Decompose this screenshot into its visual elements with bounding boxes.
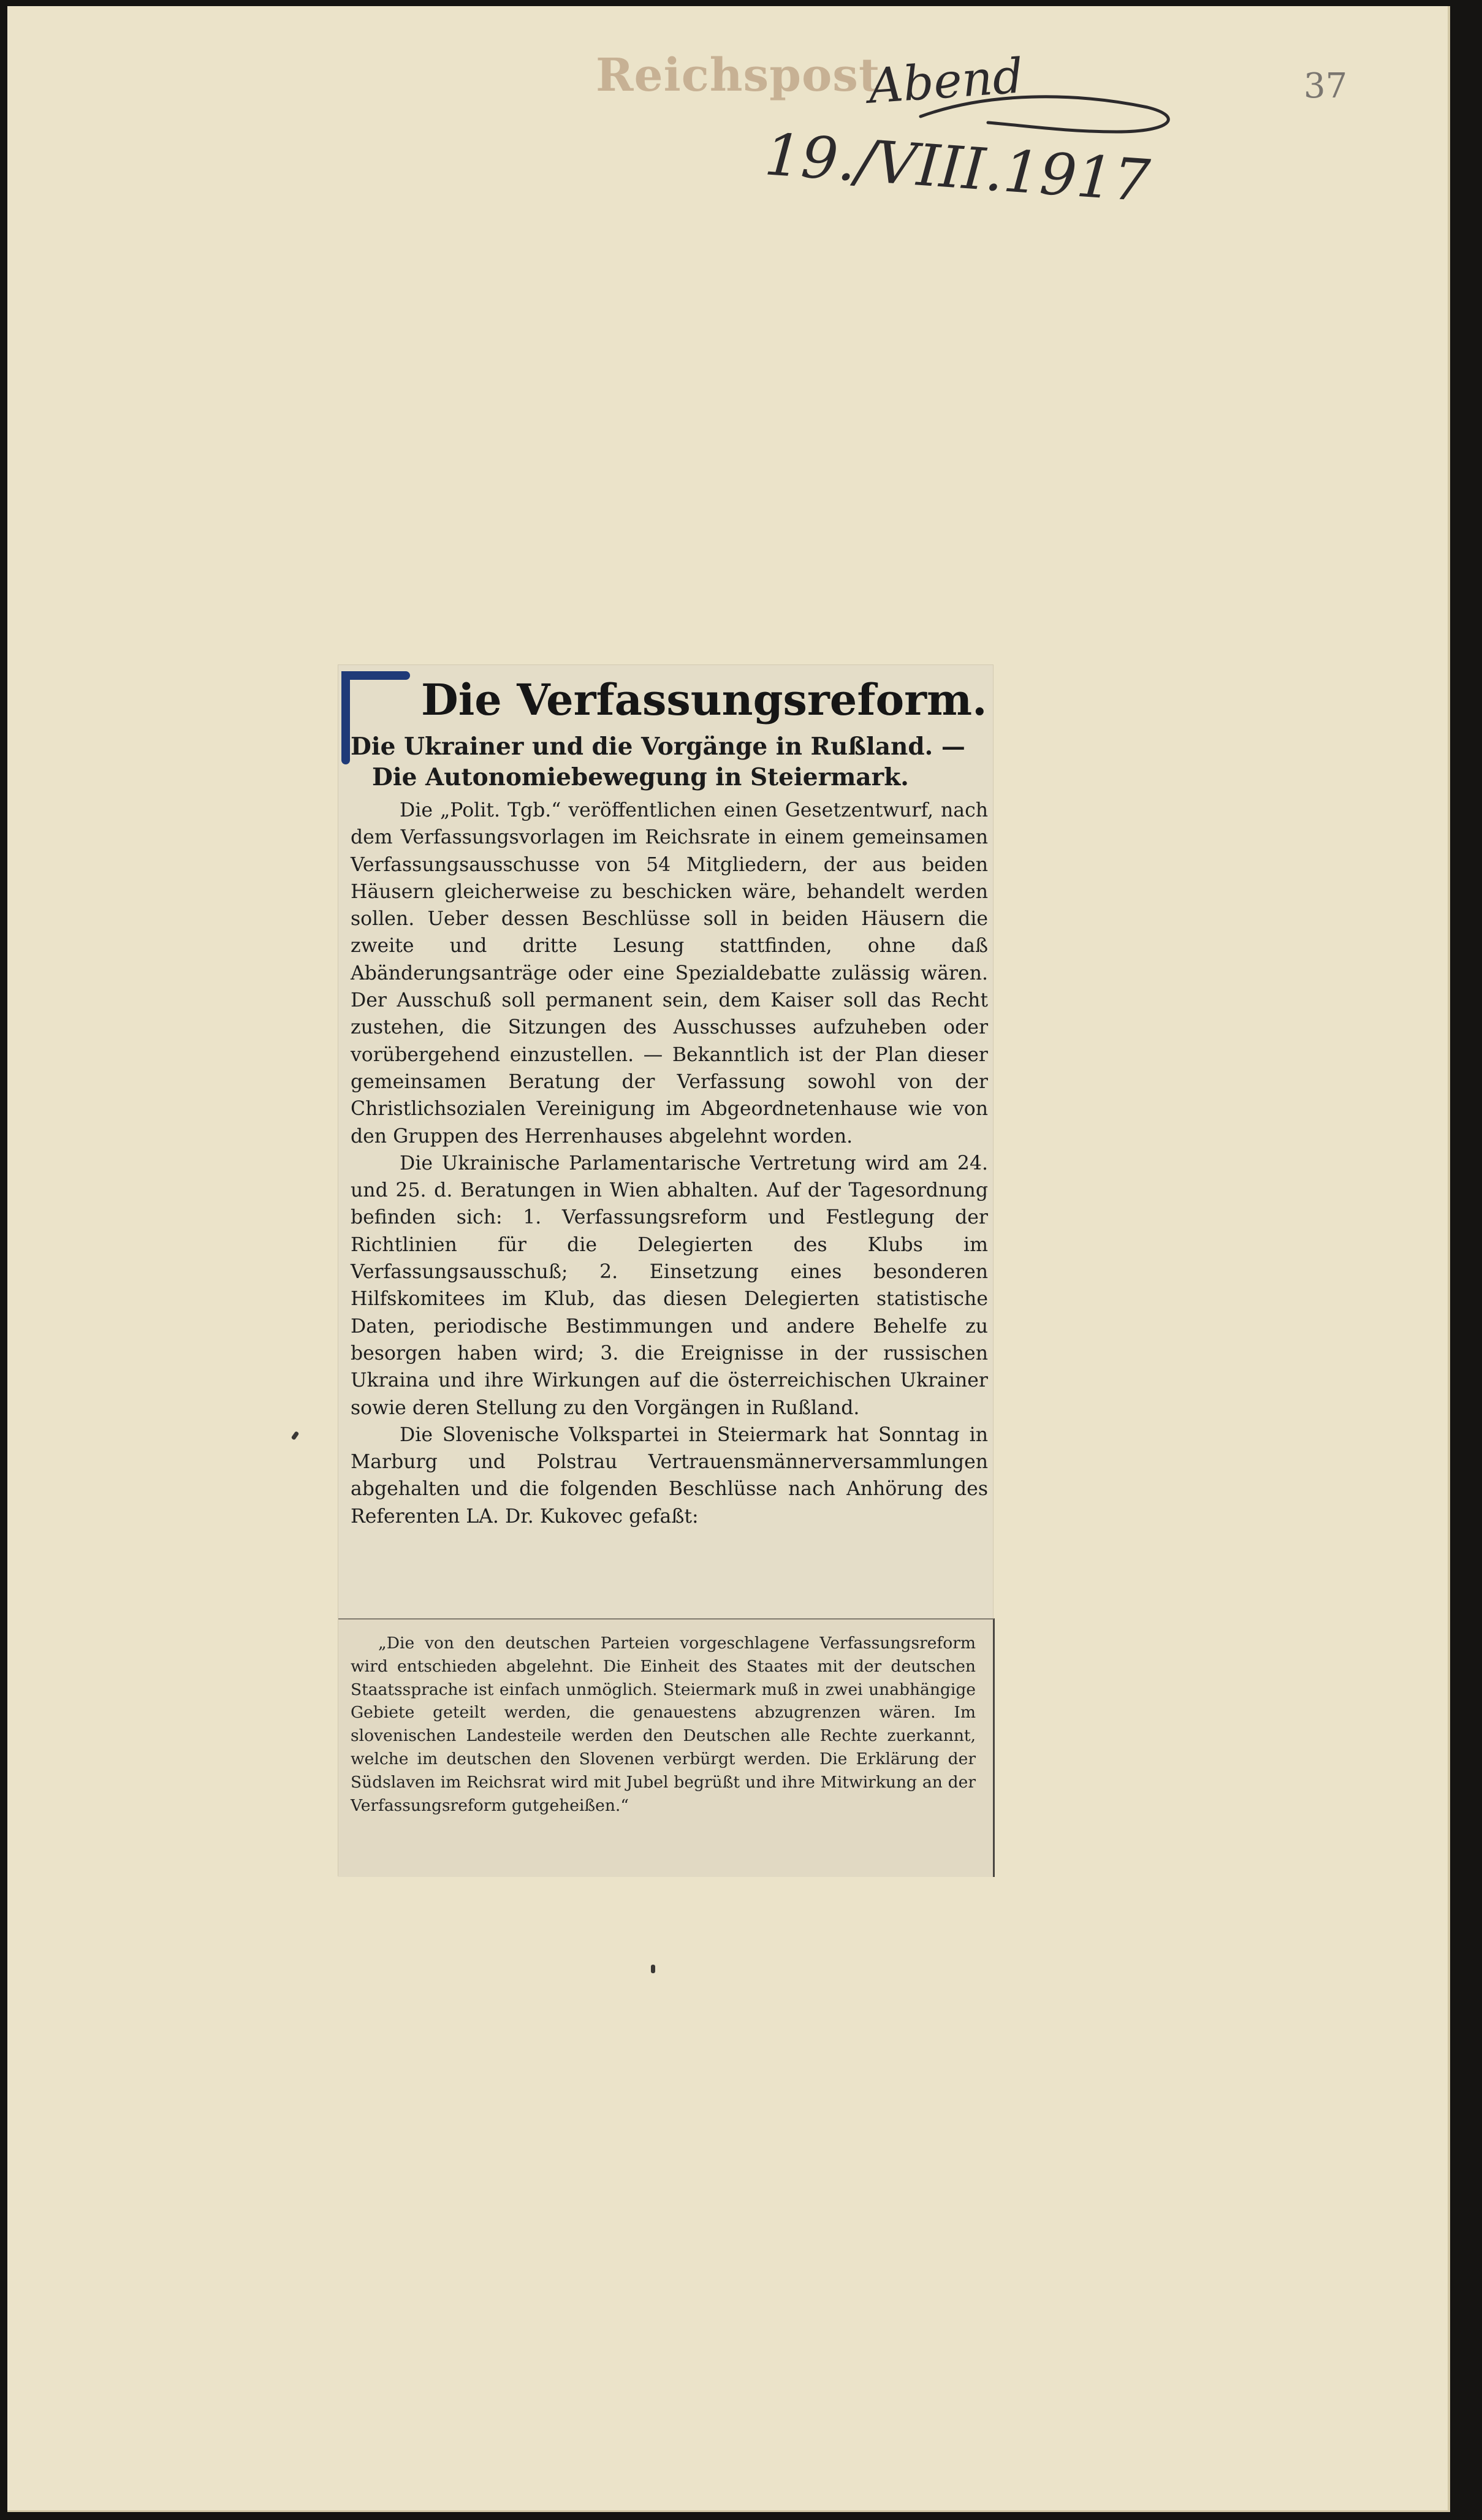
article-subtitle-2: Die Autonomiebewegung in Steiermark. <box>372 763 909 791</box>
article-paragraph: Die Slovenische Volkspartei in Steiermark hat Sonntag in Marburg und Polstrau Vertrauensmännerversammlungen abgehalten und die folgenden Beschlüsse nach Anhörung des Referenten LA. Dr. Kukovec gefaßt: <box>351 1423 988 1528</box>
article-paragraph: Die Ukrainische Parlamentarische Vertretung wird am 24. und 25. d. Beratungen in Wien abhalten. Auf der Tagesordnung befinden sich: 1. Verfassungsreform und Festlegung der Richtlinien für die Delegierten des Klubs im Verfassungsausschuß; 2. Einsetzung eines besonderen Hilfskomitees im Klub, das diesen Delegierten statistische Daten, periodische Bestimmungen und andere Behelfe zu besorgen haben wird; 3. die Ereignisse in der russischen Ukraina und ihre Wirkungen auf die österreichischen Ukrainer sowie deren Stellung zu den Vorgängen in Rußland. <box>351 1152 988 1419</box>
paper-speck <box>291 1431 300 1440</box>
newspaper-stamp: Reichspost <box>596 49 881 102</box>
paper-speck <box>651 1965 655 1973</box>
handwritten-edition: Abend <box>867 48 1025 115</box>
handwritten-date: 19./VIII.1917 <box>762 121 1152 215</box>
quoted-resolution-box <box>338 1618 995 1877</box>
article-body <box>351 797 988 1530</box>
quoted-resolution: „Die von den deutschen Parteien vorgeschlagene Verfassungsreform wird entschieden abgelehnt. Die Einheit des Staates mit der deutschen Staatssprache ist einfach unmöglich. Steiermark muß in zwei unabhängige Gebiete geteilt werden, die genauestens abzugrenzen wären. Im slovenischen Landesteile werden den Deutschen alle Rechte zuerkannt, welche im deutschen den Slovenen verbürgt werden. Die Erklärung der Südslaven im Reichsrat wird mit Jubel begrüßt und ihre Mitwirkung an der Verfassungsreform gutgeheißen.“ <box>351 1634 976 1815</box>
article-title: Die Verfassungsreform. <box>421 674 987 725</box>
newspaper-clipping <box>338 665 993 1876</box>
article-subtitle-1: Die Ukrainer und die Vorgänge in Rußland. — <box>351 733 965 761</box>
archive-sheet <box>7 6 1450 2512</box>
article-paragraph: Die „Polit. Tgb.“ veröffentlichen einen Gesetzentwurf, nach dem Verfassungsvorlagen im Reichsrate in einem gemeinsamen Verfassungsausschusse von 54 Mitgliedern, der aus beiden Häusern gleicherweise zu beschicken wäre, behandelt werden sollen. Ueber dessen Beschlüsse soll in beiden Häusern die zweite und dritte Lesung stattfinden, ohne daß Abänderungsanträge oder eine Spezialdebatte zulässig wären. Der Ausschuß soll permanent sein, dem Kaiser soll das Recht zustehen, die Sitzungen des Ausschusses aufzuheben oder vorübergehend einzustellen. — Bekanntlich ist der Plan dieser gemeinsamen Beratung der Verfassung sowohl von der Christlichsozialen Vereinigung im Abgeordnetenhause wie von den Gruppen des Herrenhauses abgelehnt worden. <box>351 799 988 1148</box>
page-number: 37 <box>1304 66 1348 106</box>
